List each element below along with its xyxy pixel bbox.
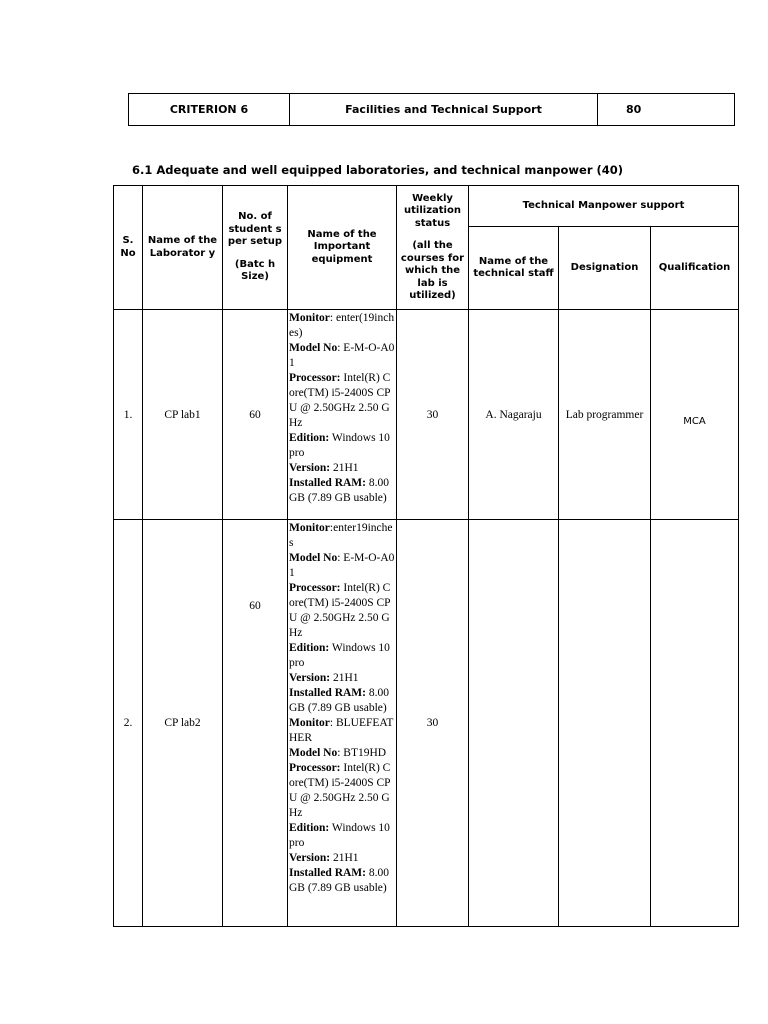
- equipment-line: Model No: E-M-O-A01: [289, 342, 395, 369]
- row-sno: 1.: [114, 310, 143, 520]
- equipment-line: Monitor:enter19inches: [289, 522, 393, 549]
- equipment-line: Edition: Windows 10 pro: [289, 822, 390, 849]
- header-weekly-text: Weekly utilization status: [404, 192, 461, 229]
- header-sno: S. No: [114, 186, 143, 310]
- equipment-line: Model No: E-M-O-A01: [289, 552, 395, 579]
- criterion-marks: 80: [598, 94, 735, 126]
- table-row: [114, 310, 739, 520]
- header-tech-support: Technical Manpower support: [469, 186, 739, 227]
- criterion-header-table: [128, 93, 735, 126]
- equipment-line: Version: 21H1: [289, 852, 359, 864]
- row-qualification: [651, 310, 739, 520]
- header-students-text: No. of student s per setup: [227, 211, 283, 248]
- equipment-line: Monitor: BLUEFEATHER: [289, 717, 394, 744]
- row-designation: Lab programmer: [559, 310, 651, 520]
- equipment-line: Processor: Intel(R) Core(TM) i5-2400S CPU @ 2.50GHz 2.50 GHz: [289, 762, 391, 819]
- header-weekly: [397, 186, 469, 310]
- row-staff: [469, 520, 559, 927]
- row-weekly: 30: [397, 520, 469, 927]
- header-lab-name: Name of the Laborator y: [143, 186, 223, 310]
- section-heading: 6.1 Adequate and well equipped laboratories, and technical manpower (40): [132, 163, 624, 177]
- equipment-line: Processor: Intel(R) Core(TM) i5-2400S CPU @ 2.50GHz 2.50 GHz: [289, 582, 391, 639]
- row-sno: 2.: [114, 520, 143, 927]
- row-qualification: [651, 520, 739, 927]
- equipment-line: Monitor: enter(19inches): [289, 312, 395, 339]
- equipment-line: Version: 21H1: [289, 462, 359, 474]
- equipment-line: Edition: Windows 10 pro: [289, 432, 390, 459]
- header-row-1: [114, 186, 739, 227]
- header-designation: Designation: [559, 227, 651, 310]
- row-weekly: 30: [397, 310, 469, 520]
- row-students: 60: [223, 310, 288, 520]
- row-students: 60: [223, 520, 288, 927]
- row-staff: A. Nagaraju: [469, 310, 559, 520]
- row-equipment: [288, 520, 397, 927]
- header-students: [223, 186, 288, 310]
- row-designation: [559, 520, 651, 927]
- header-weekly-note: (all the courses for which the lab is utilized): [400, 240, 465, 301]
- table-row: [114, 520, 739, 927]
- equipment-line: Installed RAM: 8.00 GB (7.89 GB usable): [289, 867, 389, 894]
- row-lab: CP lab2: [143, 520, 223, 927]
- equipment-line: Installed RAM: 8.00 GB (7.89 GB usable): [289, 477, 389, 504]
- equipment-line: Model No: BT19HD: [289, 747, 387, 759]
- header-equipment: Name of the Important equipment: [288, 186, 397, 310]
- qualification-value: MCA: [683, 416, 706, 427]
- criterion-label: CRITERION 6: [129, 94, 290, 126]
- criterion-row: [129, 94, 735, 126]
- header-staff-name: Name of the technical staff: [469, 227, 559, 310]
- criterion-title: Facilities and Technical Support: [290, 94, 598, 126]
- equipment-line: Processor: Intel(R) Core(TM) i5-2400S CPU @ 2.50GHz 2.50 GHz: [289, 372, 391, 429]
- equipment-line: Edition: Windows 10 pro: [289, 642, 390, 669]
- row-lab: CP lab1: [143, 310, 223, 520]
- laboratories-table: [113, 185, 739, 927]
- header-qualification: Qualification: [651, 227, 739, 310]
- equipment-line: Installed RAM: 8.00 GB (7.89 GB usable): [289, 687, 389, 714]
- row-equipment: [288, 310, 397, 520]
- header-batch-size: (Batc h Size): [234, 258, 276, 283]
- equipment-line: Version: 21H1: [289, 672, 359, 684]
